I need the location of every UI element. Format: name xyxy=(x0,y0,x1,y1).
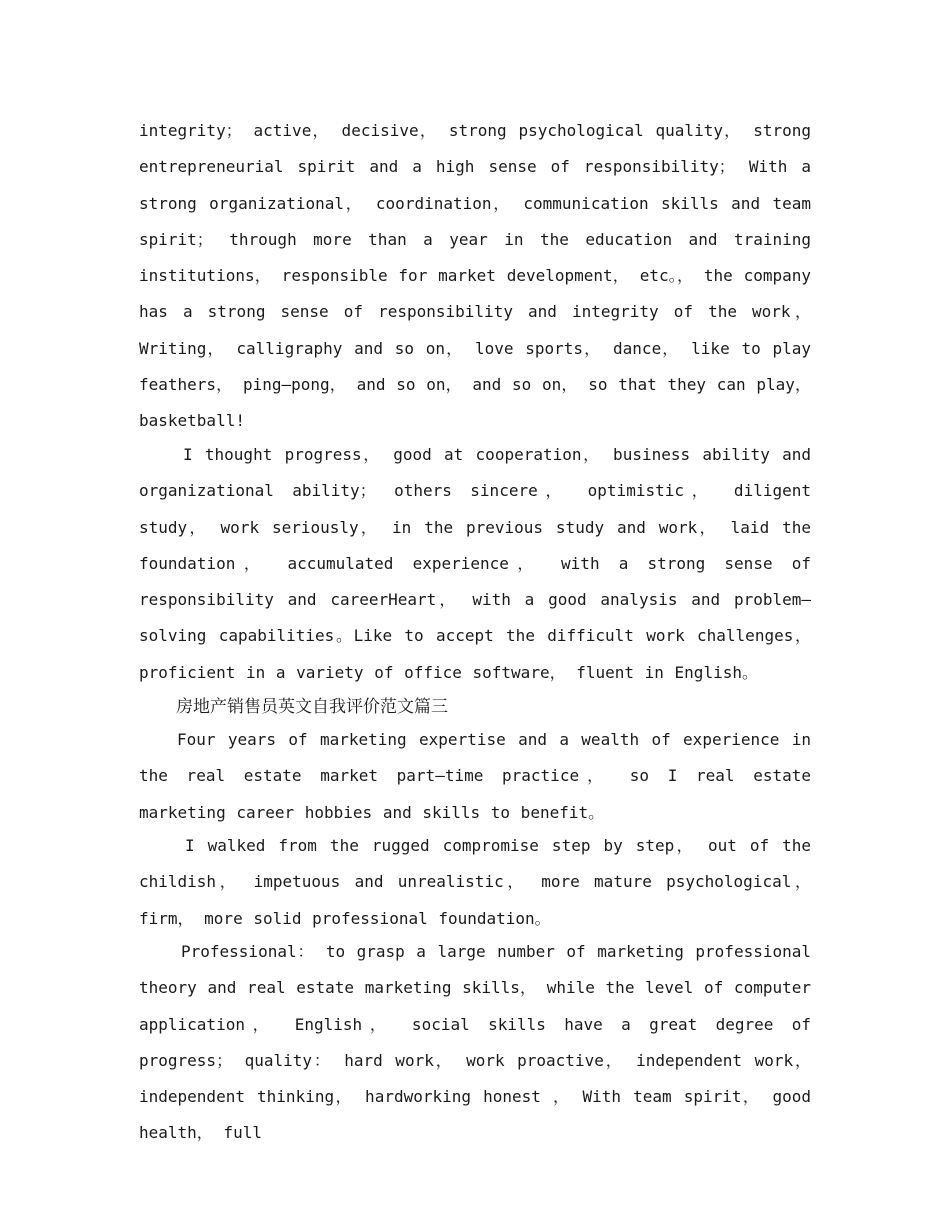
section-heading: 房地产销售员英文自我评价范文篇三 xyxy=(176,697,448,717)
paragraph-personal-qualities: I thought progress， good at cooperation， business ability and organizational ability； others sincere， optimistic， diligent study， work seriously， in the previous study and work， laid the foundation， accumulated experience， with a strong sense of responsibility and careerHeart， with a good analysis and problem—solving capabilities。Like to accept the difficult work challenges， proficient in a variety of office software， fluent in English。 xyxy=(139,445,812,682)
paragraph-professional-quality: Professional： to grasp a large number of marketing professional theory and real estate marketing skills， while the level of computer application， English， social skills have a great degree of progress； quality： hard work， work proactive， independent work， independent thinking， hardworking honest ， With team spirit， good health， full xyxy=(139,942,811,1143)
paragraph-growth: I walked from the rugged compromise step by step， out of the childish， impetuous and unrealistic， more mature psychological， firm， more solid professional foundation。 xyxy=(139,836,811,928)
paragraph-marketing-expertise: Four years of marketing expertise and a wealth of experience in the real estate market part—time practice， so I real estate marketing career hobbies and skills to benefit。 xyxy=(139,730,811,822)
paragraph-skills-hobbies: integrity； active， decisive， strong psychological quality， strong entrepreneurial spirit and a high sense of responsibility； With a strong organizational， coordination， communication skills and team spirit； through more than a year in the education and training institutions， responsible for market development， etc。， the company has a strong sense of responsibility and integrity of the work， Writing， calligraphy and so on， love sports， dance， like to play feathers， ping—pong， and so on， and so on， so that they can play，basketball! xyxy=(139,121,811,431)
